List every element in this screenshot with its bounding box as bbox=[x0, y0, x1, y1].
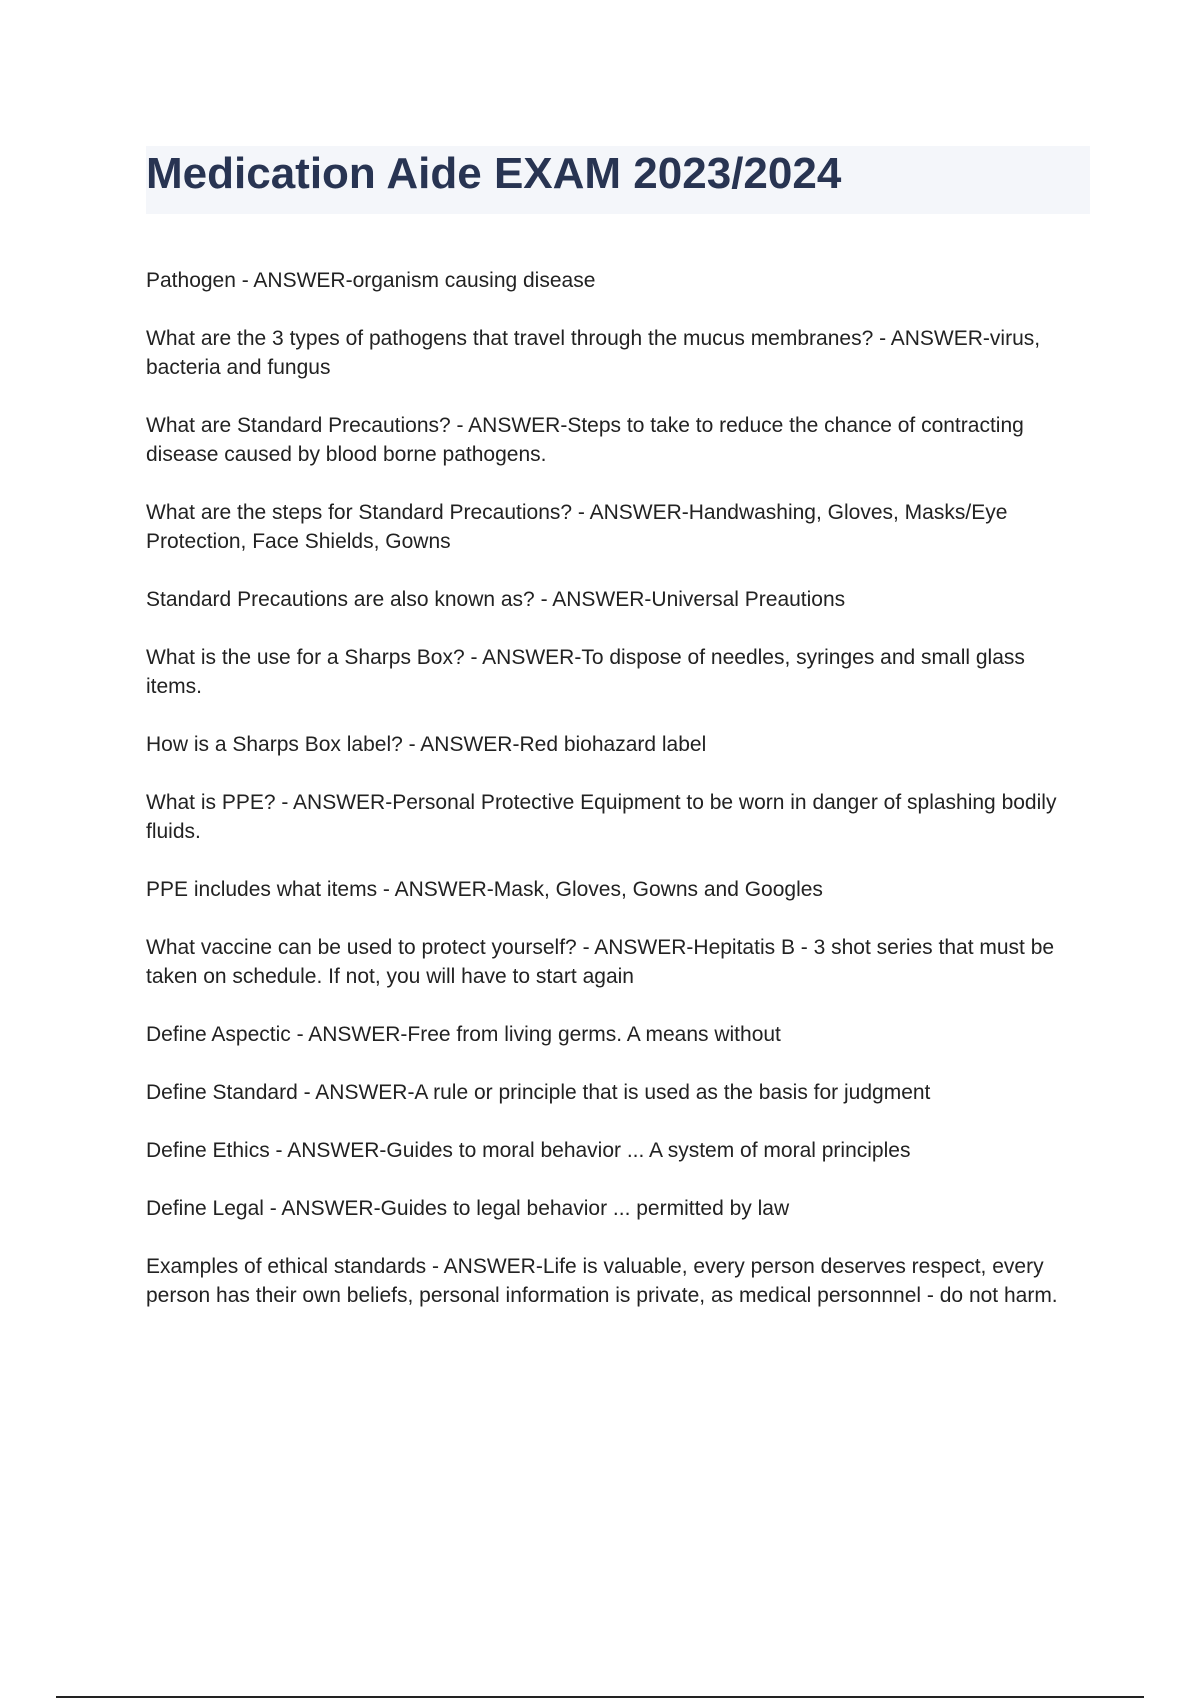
qa-item: Pathogen - ANSWER-organism causing disease bbox=[146, 269, 596, 292]
qa-item: Define Aspectic - ANSWER-Free from living germs. A means without bbox=[146, 1023, 781, 1046]
footer-divider bbox=[56, 1696, 1144, 1698]
qa-item: What are the steps for Standard Precautions? - ANSWER-Handwashing, Gloves, Masks/Eye Protection, Face Shields, Gowns bbox=[146, 501, 1008, 553]
qa-list bbox=[146, 266, 1086, 1339]
qa-item: What are the 3 types of pathogens that travel through the mucus membranes? - ANSWER-virus, bacteria and fungus bbox=[146, 327, 1041, 379]
qa-item: What are Standard Precautions? - ANSWER-Steps to take to reduce the chance of contracting disease caused by blood borne pathogens. bbox=[146, 414, 1024, 466]
page-title: Medication Aide EXAM 2023/2024 bbox=[146, 149, 842, 198]
qa-item: Standard Precautions are also known as? - ANSWER-Universal Preautions bbox=[146, 588, 846, 611]
title-band bbox=[146, 146, 1090, 214]
qa-item: What is the use for a Sharps Box? - ANSWER-To dispose of needles, syringes and small glass items. bbox=[146, 646, 1025, 698]
qa-item: Define Ethics - ANSWER-Guides to moral behavior ... A system of moral principles bbox=[146, 1139, 911, 1162]
qa-item: How is a Sharps Box label? - ANSWER-Red biohazard label bbox=[146, 733, 707, 756]
qa-item: What vaccine can be used to protect yourself? - ANSWER-Hepitatis B - 3 shot series that must be taken on schedule. If not, you will have to start again bbox=[146, 936, 1055, 988]
qa-item: PPE includes what items - ANSWER-Mask, Gloves, Gowns and Googles bbox=[146, 878, 823, 901]
qa-item: What is PPE? - ANSWER-Personal Protective Equipment to be worn in danger of splashing bodily fluids. bbox=[146, 791, 1057, 843]
qa-item: Define Legal - ANSWER-Guides to legal behavior ... permitted by law bbox=[146, 1197, 790, 1220]
qa-item: Examples of ethical standards - ANSWER-Life is valuable, every person deserves respect, every person has their own beliefs, personal information is private, as medical personnnel - do not harm. bbox=[146, 1255, 1058, 1307]
qa-item: Define Standard - ANSWER-A rule or principle that is used as the basis for judgment bbox=[146, 1081, 931, 1104]
